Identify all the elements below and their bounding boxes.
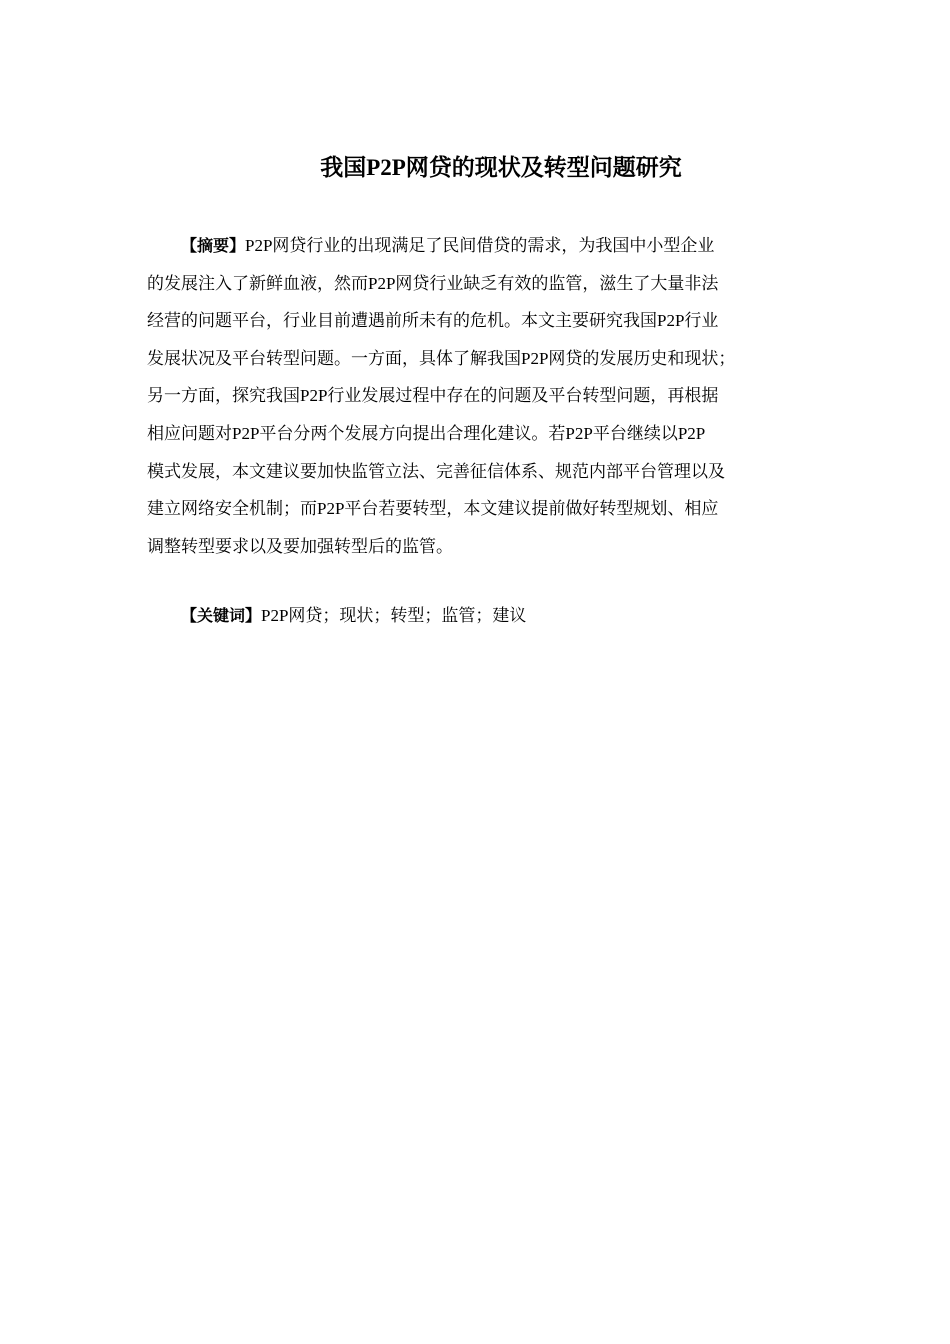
abstract-line: 相应问题对P2P平台分两个发展方向提出合理化建议。若P2P平台继续以P2P [147,423,706,443]
abstract-tag: 【摘要】 [181,236,246,255]
abstract-line: 的发展注入了新鲜血液，然而P2P网贷行业缺乏有效的监管，滋生了大量非法 [147,273,719,293]
abstract-line: 调整转型要求以及要加强转型后的监管。 [147,536,453,556]
keywords-tag: 【关键词】 [181,606,262,625]
abstract-section [147,227,807,565]
abstract-line: 发展状况及平台转型问题。一方面，具体了解我国P2P网贷的发展历史和现状； [147,348,736,368]
keywords-text: P2P网贷；现状；转型；监管；建议 [261,606,527,625]
abstract-line: 另一方面，探究我国P2P行业发展过程中存在的问题及平台转型问题，再根据 [147,386,719,406]
abstract-line-text: P2P网贷行业的出现满足了民间借贷的需求，为我国中小型企业 [245,236,715,255]
abstract-line: 建立网络安全机制；而P2P平台若要转型，本文建议提前做好转型规划、相应 [147,499,719,519]
abstract-line: 模式发展，本文建议要加快监管立法、完善征信体系、规范内部平台管理以及 [147,461,725,481]
document-title: 我国P2P网贷的现状及转型问题研究 [320,155,682,180]
keywords-section [181,597,526,635]
abstract-line: 经营的问题平台，行业目前遭遇前所未有的危机。本文主要研究我国P2P行业 [147,311,719,331]
abstract-line [147,227,807,265]
